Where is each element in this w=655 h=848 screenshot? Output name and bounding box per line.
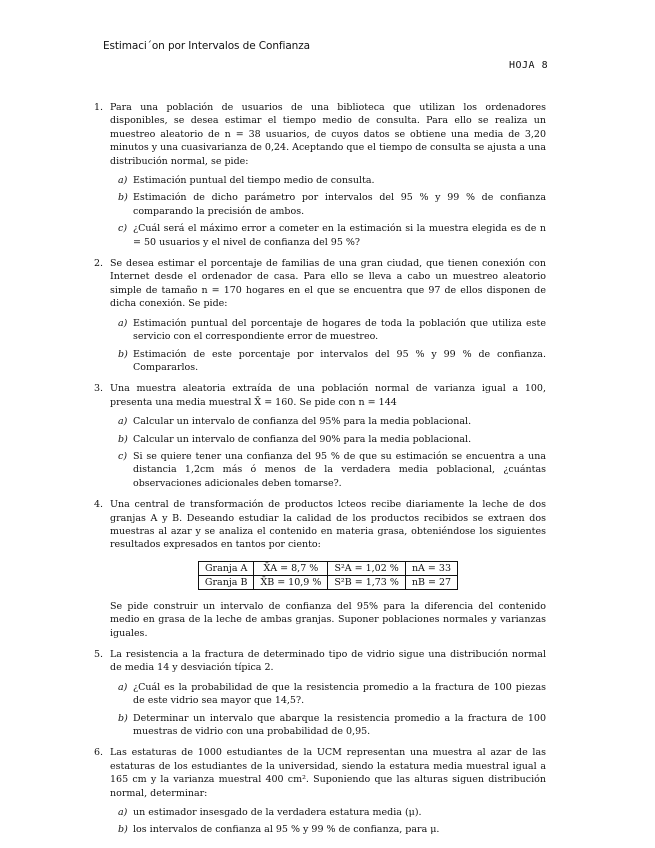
subitem [110, 681, 546, 708]
subitem-list [110, 806, 546, 837]
subitem [110, 174, 546, 187]
table-cell: Granja A [198, 561, 254, 575]
subitem-text: ¿Cuál será el máximo error a cometer en la estimación si la muestra elegida es de n = 50 usuarios y el nivel de confianza del 95 %? [133, 223, 546, 248]
granjas-table [198, 561, 458, 590]
table-row [198, 575, 457, 589]
subitem [110, 222, 546, 249]
problem-3 [94, 382, 546, 490]
subitem-text: Estimación de dicho parámetro por intervalos del 95 % y 99 % de confianza comparando la precisión de ambos. [133, 192, 546, 217]
problem-6 [94, 746, 546, 836]
subitem-list [110, 415, 546, 490]
subitem [110, 806, 546, 819]
table-row [198, 561, 457, 575]
subitem [110, 191, 546, 218]
subitem [110, 415, 546, 428]
subitem-label: b) [118, 433, 128, 445]
subitem-list [110, 317, 546, 375]
subitem-label: a) [118, 681, 128, 693]
table-cell: S²A = 1,02 % [328, 561, 406, 575]
subitem [110, 450, 546, 490]
table-cell: Granja B [198, 575, 254, 589]
problem-list [94, 101, 546, 845]
subitem-list [110, 681, 546, 739]
problem-followup-text: Se pide construir un intervalo de confianza del 95% para la diferencia del contenido medio en grasa de la leche de ambas granjas. Suponer poblaciones normales y varianzas iguales. [110, 600, 546, 639]
subitem-label: b) [118, 348, 128, 360]
subitem [110, 712, 546, 739]
subitem-label: a) [118, 317, 128, 329]
subitem [110, 317, 546, 344]
problem-text: La resistencia a la fractura de determinado tipo de vidrio sigue una distribución normal de media 14 y desviación típica 2. [110, 649, 546, 674]
subitem-label: b) [118, 824, 128, 836]
subitem-label: a) [118, 807, 128, 819]
table-cell: X̄B = 10,9 % [254, 575, 328, 589]
subitem-label: a) [118, 416, 128, 428]
subitem-label: a) [118, 175, 128, 187]
subitem [110, 823, 546, 836]
subitem-text: Estimación puntual del porcentaje de hogares de toda la población que utiliza este servicio con el correspondiente error de muestreo. [133, 317, 546, 343]
subitem-text: Si se quiere tener una confianza del 95 % de que su estimación se encuentra a una distancia 1,2cm más ó menos de la verdadera media poblacional, ¿cuántas observaciones adicionales deben tomarse?. [133, 450, 546, 489]
problem-number: 4. [94, 499, 104, 511]
subitem-text: Estimación puntual del tiempo medio de consulta. [133, 175, 375, 187]
problem-number: 3. [94, 383, 104, 395]
problem-number: 6. [94, 747, 104, 759]
subitem-label: c) [118, 223, 128, 235]
subitem-text: ¿Cuál es la probabilidad de que la resistencia promedio a la fractura de 100 piezas de este vidrio sea mayor que 14,5?. [133, 681, 546, 707]
header-title: Estimaci´on por Intervalos de Confianza [103, 40, 310, 52]
problem-text: Para una población de usuarios de una biblioteca que utilizan los ordenadores disponibles, se desea estimar el tiempo medio de consulta. Para ello se realiza un muestreo aleatorio de n = 38 usuarios, de cuyos datos se obtiene una media de 3,20 minutos y una cuasivarianza de 0,24. Aceptando que el tiempo de consulta se ajusta a una distribución normal, se pide: [110, 102, 546, 167]
problem-text: Las estaturas de 1000 estudiantes de la UCM representan una muestra al azar de las estaturas de los estudiantes de la universidad, siendo la estatura media muestral igual a 165 cm y la varianza muestral 400 cm². Suponiendo que las alturas siguen distribución normal, determinar: [110, 747, 546, 799]
problem-number: 1. [94, 102, 104, 113]
problem-number: 2. [94, 258, 104, 270]
subitem-text: Determinar un intervalo que abarque la resistencia promedio a la fractura de 100 muestras de vidrio con una probabilidad de 0,95. [133, 712, 546, 738]
problem-4 [94, 498, 546, 640]
granjas-table-wrapper [110, 561, 546, 590]
subitem-text: Estimación de este porcentaje por intervalos del 95 % y 99 % de confianza. Compararlos. [133, 348, 546, 373]
table-cell: X̄A = 8,7 % [254, 561, 328, 575]
subitem-list [110, 174, 546, 249]
subitem-text: los intervalos de confianza al 95 % y 99 % de confianza, para μ. [133, 824, 440, 836]
subitem [110, 348, 546, 375]
problem-5 [94, 648, 546, 738]
subitem-label: c) [118, 450, 128, 462]
sheet-label: HOJA 8 [509, 60, 549, 71]
subitem [110, 433, 546, 446]
subitem-label: b) [118, 192, 128, 204]
problem-text: Una central de transformación de productos lcteos recibe diariamente la leche de dos granjas A y B. Deseando estudiar la calidad de los productos recibidos se extraen dos muestras al azar y se analiza el contenido en materia grasa, obteniéndose los siguientes resultados expresados en tantos por ciento: [110, 499, 546, 551]
problem-text: Una muestra aleatoria extraída de una población normal de varianza igual a 100, presenta una media muestral X̄ = 160. Se pide con n = 144 [110, 383, 546, 408]
table-cell: nB = 27 [405, 575, 457, 589]
problem-number: 5. [94, 649, 104, 660]
subitem-text: un estimador insesgado de la verdadera estatura media (μ). [133, 807, 422, 819]
problem-2 [94, 257, 546, 374]
table-cell: nA = 33 [405, 561, 457, 575]
subitem-text: Calcular un intervalo de confianza del 90% para la media poblacional. [133, 433, 472, 445]
problem-1 [94, 101, 546, 249]
problem-text: Se desea estimar el porcentaje de familias de una gran ciudad, que tienen conexión con Internet desde el ordenador de casa. Para ello se lleva a cabo un muestreo aleatorio simple de tamaño n = 170 hogares en el que se encuentra que 97 de ellos disponen de dicha conexión. Se pide: [110, 258, 546, 310]
subitem-text: Calcular un intervalo de confianza del 95% para la media poblacional. [133, 416, 472, 428]
table-cell: S²B = 1,73 % [328, 575, 406, 589]
subitem-label: b) [118, 712, 128, 724]
